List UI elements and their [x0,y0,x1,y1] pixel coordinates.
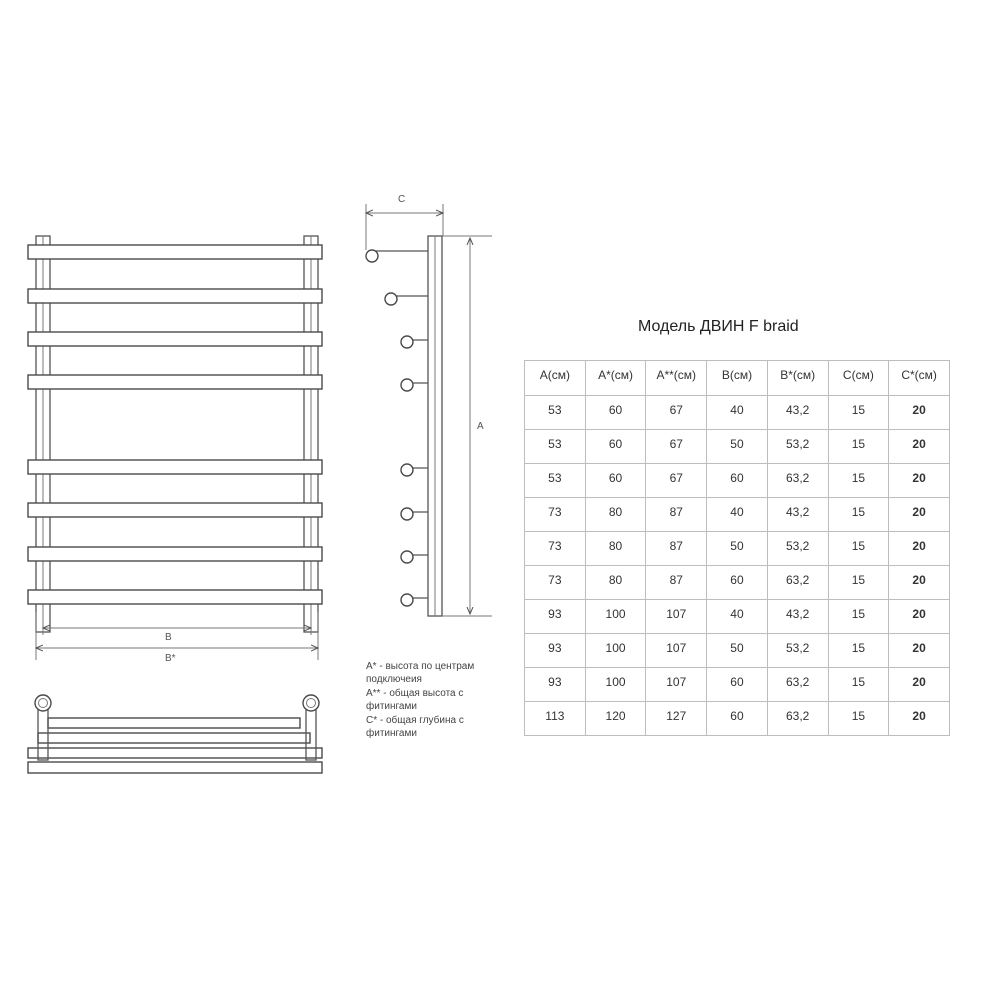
table-cell: 15 [828,430,889,464]
table-cell: 15 [828,668,889,702]
table-cell: 20 [889,668,950,702]
label-a: A [477,421,484,432]
table-cell: 40 [707,396,768,430]
table-cell: 43,2 [767,600,828,634]
table-cell: 15 [828,702,889,736]
table-row [525,566,950,600]
table-cell: 60 [585,464,646,498]
table-body [525,396,950,736]
table-cell: 15 [828,566,889,600]
table-cell: 127 [646,702,707,736]
table-cell: 120 [585,702,646,736]
table-cell: 20 [889,430,950,464]
table-header-row [525,361,950,396]
table-cell: 15 [828,464,889,498]
table-cell: 107 [646,668,707,702]
label-b-total: B* [165,653,176,664]
table-cell: 67 [646,430,707,464]
table-cell: 53,2 [767,532,828,566]
table-cell: 60 [707,566,768,600]
table-cell: 50 [707,634,768,668]
table-cell: 53 [525,464,586,498]
front-view [28,236,322,664]
header-cell: В(см) [707,361,768,396]
table-cell: 40 [707,498,768,532]
table-cell: 15 [828,532,889,566]
table-row [525,498,950,532]
table-cell: 60 [707,668,768,702]
table-cell: 15 [828,498,889,532]
table-cell: 50 [707,532,768,566]
table-cell: 60 [585,396,646,430]
table-cell: 107 [646,600,707,634]
table-cell: 80 [585,532,646,566]
table-cell: 113 [525,702,586,736]
table-cell: 63,2 [767,668,828,702]
side-view [366,194,492,616]
table-row [525,532,950,566]
table-cell: 87 [646,532,707,566]
table-cell: 87 [646,566,707,600]
label-c: C [398,194,406,205]
table-cell: 53 [525,396,586,430]
table-cell: 93 [525,668,586,702]
table-cell: 73 [525,566,586,600]
table-cell: 100 [585,600,646,634]
table-cell: 20 [889,634,950,668]
table-cell: 60 [707,464,768,498]
table-cell: 60 [707,702,768,736]
table-row [525,464,950,498]
table-cell: 73 [525,532,586,566]
spec-table [524,360,950,736]
label-b: B [165,632,172,643]
table-cell: 53,2 [767,634,828,668]
table-cell: 53 [525,430,586,464]
table-row [525,396,950,430]
header-cell: С(см) [828,361,889,396]
table-row [525,634,950,668]
table-cell: 93 [525,600,586,634]
table-cell: 20 [889,532,950,566]
note-line: подключеия [366,674,422,686]
table-cell: 107 [646,634,707,668]
note-line: С* - общая глубина с [366,714,464,726]
table-cell: 80 [585,566,646,600]
table-cell: 93 [525,634,586,668]
table-cell: 20 [889,566,950,600]
table-row [525,600,950,634]
table-cell: 40 [707,600,768,634]
header-cell: С*(см) [889,361,950,396]
side-pins [366,250,428,606]
note-line: фитингами [366,701,417,713]
table-cell: 63,2 [767,566,828,600]
table-cell: 73 [525,498,586,532]
front-bars [28,245,322,604]
table-cell: 53,2 [767,430,828,464]
note-line: А** - общая высота с [366,687,464,699]
table-cell: 20 [889,600,950,634]
table-cell: 15 [828,634,889,668]
table-cell: 43,2 [767,498,828,532]
table-cell: 20 [889,702,950,736]
table-cell: 63,2 [767,702,828,736]
table-cell: 20 [889,396,950,430]
table-cell: 67 [646,464,707,498]
table-cell: 100 [585,634,646,668]
table-cell: 15 [828,600,889,634]
model-title: Модель ДВИН F braid [638,318,799,335]
note-line: фитингами [366,728,417,740]
dimension-notes [366,660,506,740]
table-row [525,430,950,464]
table-cell: 100 [585,668,646,702]
table-cell: 80 [585,498,646,532]
header-cell: А*(см) [585,361,646,396]
header-cell: А**(см) [646,361,707,396]
header-cell: В*(см) [767,361,828,396]
table-cell: 87 [646,498,707,532]
table-cell: 43,2 [767,396,828,430]
top-view [28,695,322,773]
table-cell: 60 [585,430,646,464]
table-cell: 15 [828,396,889,430]
table-row [525,668,950,702]
note-line: А* - высота по центрам [366,661,475,672]
table-cell: 63,2 [767,464,828,498]
header-cell: А(см) [525,361,586,396]
table-row [525,702,950,736]
table-cell: 50 [707,430,768,464]
table-cell: 20 [889,498,950,532]
table-cell: 67 [646,396,707,430]
table-cell: 20 [889,464,950,498]
